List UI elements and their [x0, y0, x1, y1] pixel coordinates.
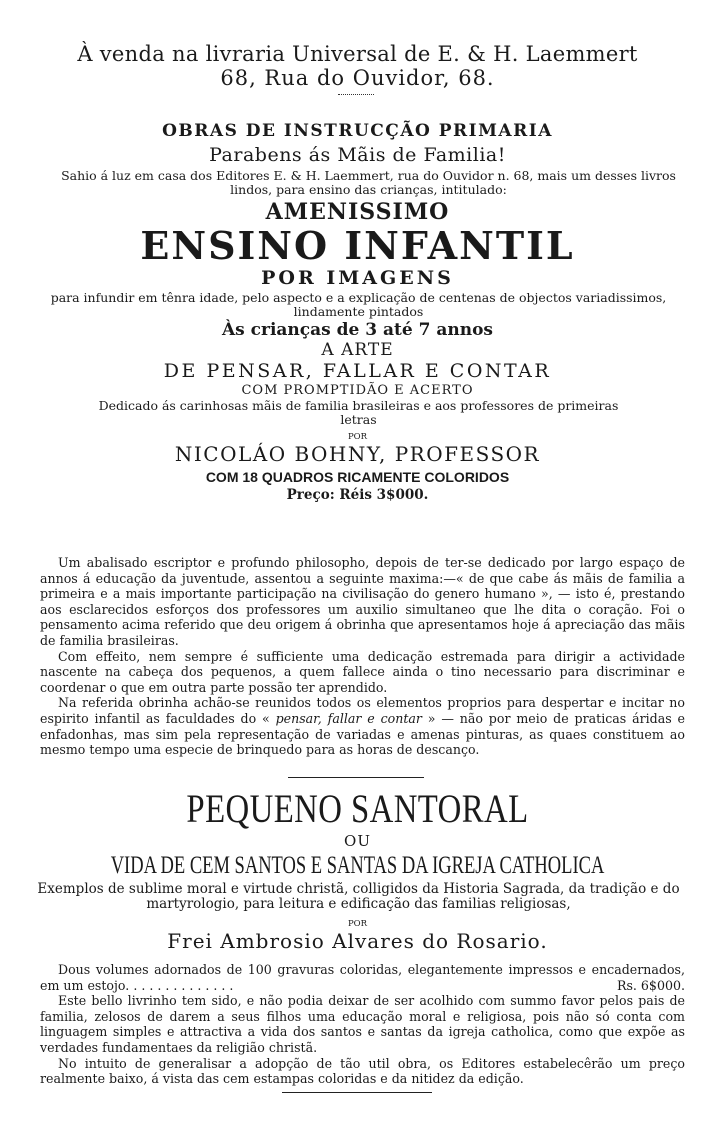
title-main: ENSINO INFANTIL: [140, 223, 575, 268]
congrats-line: Parabens ás Mãis de Familia!: [209, 144, 506, 166]
santoral-description: Exemplos de sublime moral e virtude christã, colligidos da Historia Sagrada, da tradição e do martyrologio, para leitura e edificação das familias religiosas,: [37, 881, 680, 912]
santoral-title: PEQUENO SANTORAL: [186, 786, 529, 831]
volume-price: Rs. 6$000.: [616, 977, 685, 993]
volume-line: Dous volumes adornados de 100 gravuras coloridas, elegantemente impressos e encadernados, em um estojo. . . . . . . . . . . . . . Rs. 6$000.: [40, 962, 685, 993]
por-label: POR: [347, 432, 368, 442]
santoral-subtitle: VIDA DE CEM SANTOS E SANTAS DA IGREJA CATHOLICA: [110, 852, 605, 879]
price-line: Preço: Réis 3$000.: [286, 487, 429, 503]
bottom-divider: [282, 1092, 432, 1093]
category-heading: OBRAS DE INSTRUCÇÃO PRIMARIA: [162, 121, 553, 141]
paragraph: Este bello livrinho tem sido, e não podia deixar de ser acolhido com summo favor pelos pais de familia, zelosos de darem a seus filhos uma educação moral e religiosa, pois não só conta com linguagem simples e attractiva a vida dos santos e santas da igreja catholica, como que expõe as verdades fundamentaes da religião christã.: [40, 993, 685, 1055]
paragraph: Com effeito, nem sempre é sufficiente uma dedicação estremada para dirigir a actividade nascente na cabeça dos pequenos, a quem fallece ainda o tino necessario para discriminar e coordenar o que em outra parte possão ter aprendido.: [40, 648, 685, 695]
intro-text: Sahio á luz em casa dos Editores E. & H. Laemmert, rua do Ouvidor n. 68, mais um desses livros lindos, para ensino das crianças, intitulado:: [61, 168, 676, 197]
plates-line: COM 18 QUADROS RICAMENTE COLORIDOS: [205, 469, 510, 485]
paragraph: Um abalisado escriptor e profundo philosopho, depois de ter-se dedicado por largo espaço de annos á educação da juventude, assentou a seguinte maxima:—« de que cabe ás mãis de familia a primeira e a mais importante participação na civilisação do genero humano », — isto é, prestando aos esclarecidos esforços dos professores um auxilio simultaneo que lhe dita o coração. Foi o pensamento acima referido que deu origem á obrinha que apresentamos hoje á apreciação das mãis de familia brasileiras.: [40, 555, 685, 648]
santoral-details: [0, 962, 715, 1087]
bookstore-name: À venda na livraria Universal de E. & H. Laemmert: [77, 42, 638, 66]
paragraph: No intuito de generalisar a adopção de tão util obra, os Editores estabelecêrão um preço realmente baixo, á vista das cem estampas coloridas e da nitidez da edição.: [40, 1055, 685, 1087]
title-sub: POR IMAGENS: [261, 267, 454, 289]
ensino-infantil-description: [0, 555, 715, 758]
art-line-1: A ARTE: [321, 340, 394, 360]
santoral-author: Frei Ambrosio Alvares do Rosario.: [167, 929, 548, 953]
purpose-text: para infundir em tênra idade, pelo aspecto e a explicação de centenas de objectos variadissimos, lindamente pintados: [50, 290, 667, 319]
por-label: POR: [347, 919, 368, 929]
author-name: NICOLÁO BOHNY, PROFESSOR: [174, 442, 541, 466]
title-top: AMENISSIMO: [265, 199, 450, 225]
bookstore-address: 68, Rua do Ouvidor, 68.: [220, 66, 495, 90]
ou-label: OU: [344, 832, 371, 850]
art-line-2: DE PENSAR, FALLAR E CONTAR: [163, 360, 552, 382]
ensino-infantil-section: [0, 121, 715, 503]
bookstore-header: [0, 42, 715, 90]
divider: [338, 94, 374, 95]
paragraph: Na referida obrinha achão-se reunidos todos os elementos proprios para despertar e incitar no espirito infantil as faculdades do « pensar, fallar e contar » — não por meio de praticas áridas e enfadonhas, mas sim pela representação de variadas e amenas pinturas, as quaes constituem ao mesmo tempo uma especie de brinquedo para as horas de descanço.: [40, 695, 685, 758]
ages-line: Às crianças de 3 até 7 annos: [221, 320, 494, 340]
art-line-3: COM PROMPTIDÃO E ACERTO: [241, 383, 474, 398]
dedication-text: Dedicado ás carinhosas mãis de familia brasileiras e aos professores de primeiras letras: [98, 398, 619, 427]
section-divider: [288, 777, 424, 778]
santoral-section: [0, 785, 715, 952]
